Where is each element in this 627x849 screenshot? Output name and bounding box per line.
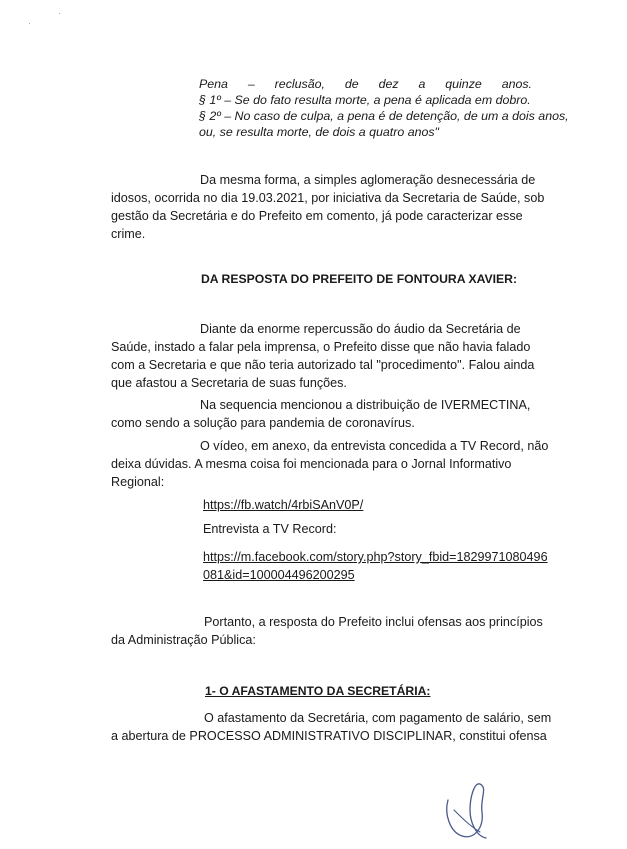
para-line: Regional: <box>111 475 165 489</box>
para-line <box>111 727 547 745</box>
scan-speck: · <box>28 18 31 28</box>
para-text: O afastamento da Secretária, com pagamento de salário, sem <box>204 711 552 725</box>
record-interview-label: Entrevista a TV Record: <box>203 522 337 536</box>
para-line: como sendo a solução para pandemia de coronavírus. <box>111 416 415 430</box>
quote-word: reclusão, <box>274 77 325 91</box>
para-line <box>111 171 537 189</box>
para-line: da Administração Pública: <box>111 633 256 647</box>
para-text: O vídeo, em anexo, da entrevista concedida a TV Record, não <box>200 439 549 453</box>
para-text: com a Secretaria e que não teria autorizado tal "procedimento". Falou ainda <box>111 358 535 372</box>
quote-word: dez <box>378 77 399 91</box>
quote-line-3: § 2º – No caso de culpa, a pena é de detenção, de um a dois anos, <box>199 109 569 123</box>
section-heading-text: 1- O AFASTAMENTO DA SECRETÁRIA: <box>205 684 431 698</box>
quote-line-4: ou, se resulta morte, de dois a quatro anos" <box>199 125 439 139</box>
section-heading-resposta: DA RESPOSTA DO PREFEITO DE FONTOURA XAVIER: <box>201 272 517 286</box>
quote-line-1 <box>199 76 532 92</box>
para-text: Na sequencia mencionou a distribuição de IVERMECTINA, <box>200 398 531 412</box>
para-line <box>111 320 537 338</box>
link-fb-watch[interactable]: https://fb.watch/4rbiSAnV0P/ <box>203 498 364 512</box>
para-line: que afastou a Secretaria de suas funções. <box>111 376 347 390</box>
quote-word: quinze <box>445 77 482 91</box>
link-facebook-story-line-1[interactable]: https://m.facebook.com/story.php?story_fbid=1829971080496 <box>203 550 548 564</box>
paragraph-video <box>111 437 549 491</box>
paragraph-repercussao <box>111 320 537 392</box>
quote-word: anos. <box>501 77 532 91</box>
para-text: Saúde, instado a falar pela imprensa, o Prefeito disse que não havia falado <box>111 340 531 354</box>
link-facebook-story-line-2[interactable]: 081&id=100004496200295 <box>203 568 355 582</box>
para-text: Portanto, a resposta do Prefeito inclui ofensas aos princípios <box>204 615 543 629</box>
paragraph-aglomeracao <box>111 171 545 243</box>
legal-quote <box>199 76 569 140</box>
para-text: gestão da Secretária e do Prefeito em comento, já pode caracterizar esse <box>111 209 523 223</box>
paragraph-principios <box>111 613 543 649</box>
para-line <box>111 356 537 374</box>
quote-word: a <box>418 77 426 91</box>
para-line <box>111 207 537 225</box>
para-text: deixa dúvidas. A mesma coisa foi mencionada para o Jornal Informativo <box>111 457 512 471</box>
signature-mark <box>440 780 500 842</box>
para-text: Da mesma forma, a simples aglomeração desnecessária de <box>200 173 536 187</box>
quote-line-2: § 1º – Se do fato resulta morte, a pena é aplicada em dobro. <box>199 93 531 107</box>
scan-speck: · <box>58 8 61 18</box>
quote-word: – <box>247 77 255 91</box>
link-facebook-story[interactable] <box>203 548 548 584</box>
quote-word: de <box>344 77 359 91</box>
para-line <box>111 613 543 631</box>
para-line <box>111 189 545 207</box>
para-line <box>111 338 537 356</box>
para-line: crime. <box>111 227 146 241</box>
quote-word: Pena <box>199 77 228 91</box>
para-text: Diante da enorme repercussão do áudio da Secretária de <box>200 322 521 336</box>
para-line <box>111 396 537 414</box>
section-heading-afastamento <box>205 684 430 698</box>
para-line <box>111 437 549 455</box>
para-text: idosos, ocorrida no dia 19.03.2021, por iniciativa da Secretaria de Saúde, sob <box>111 191 545 205</box>
para-text: a abertura de PROCESSO ADMINISTRATIVO DISCIPLINAR, constitui ofensa <box>111 729 547 743</box>
para-line <box>111 455 537 473</box>
para-line <box>111 709 552 727</box>
paragraph-afastamento <box>111 709 552 745</box>
paragraph-ivermectina <box>111 396 537 432</box>
